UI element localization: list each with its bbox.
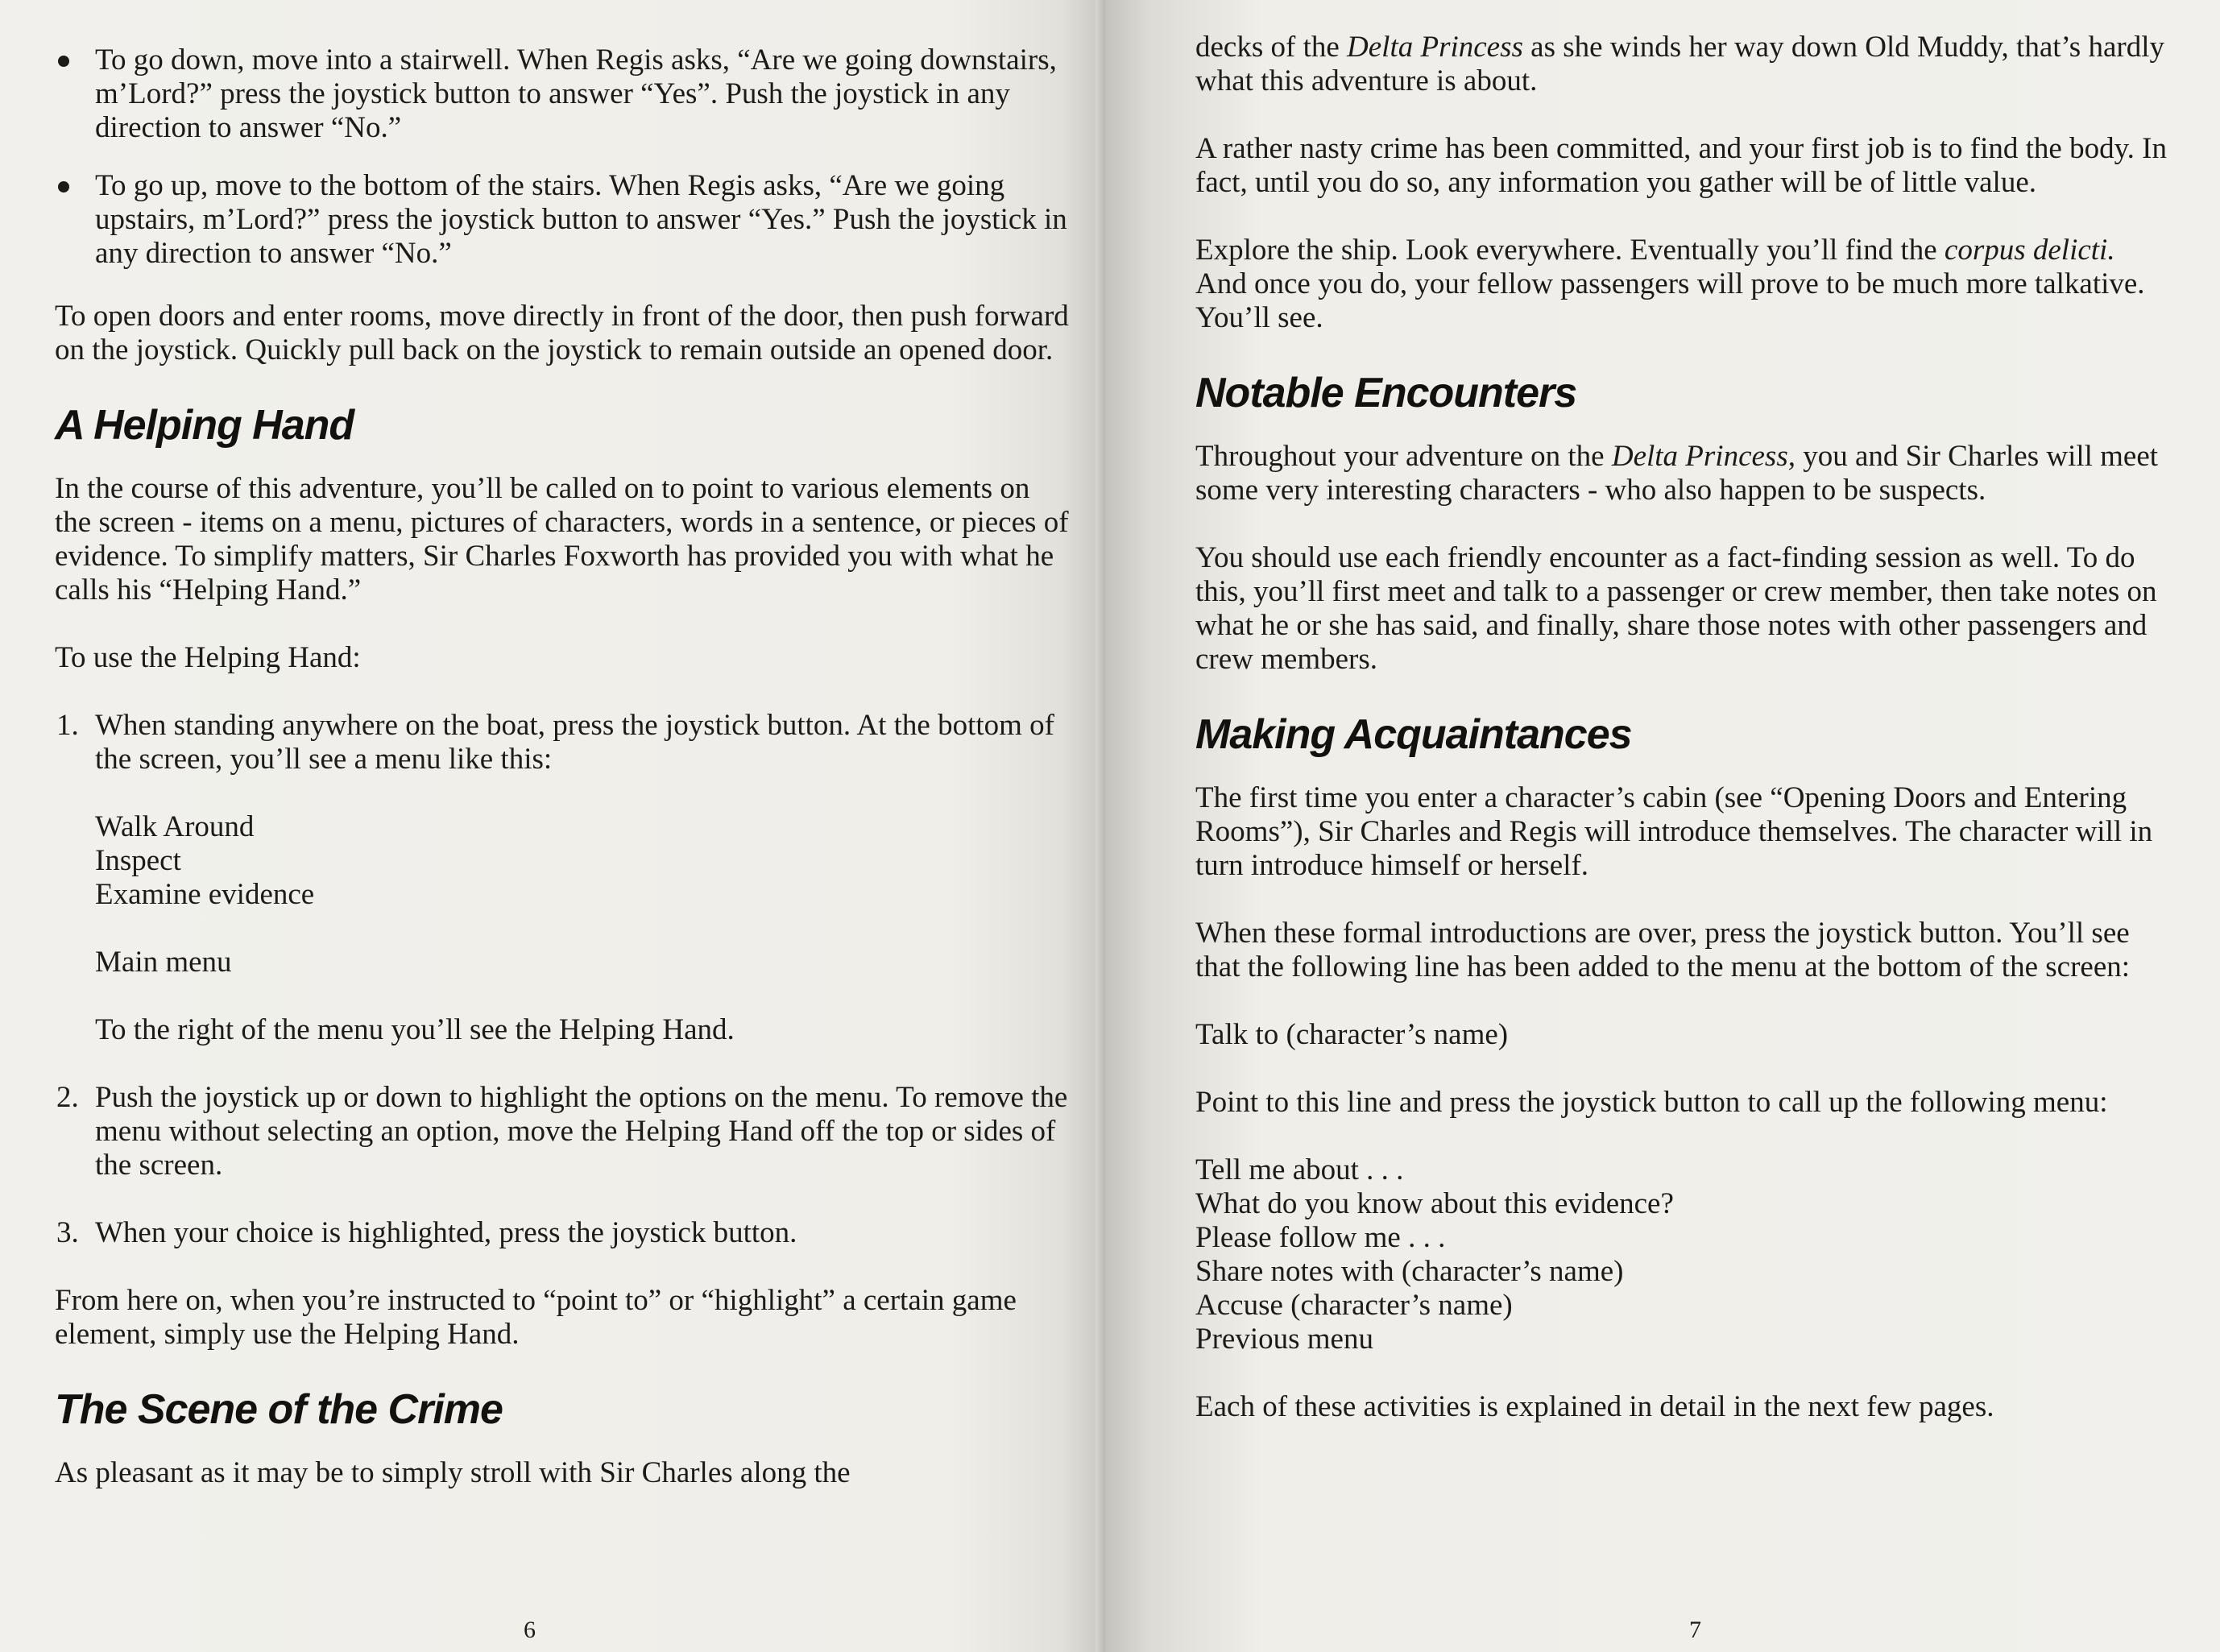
bullet-text: To go down, move into a stairwell. When Regis asks, “Are we going downstairs, m’Lord?” press the joystick button to answer “Yes”. Push the joystick in any direction to answer “No.” [95, 43, 1057, 144]
acquaintances-p2: When these formal introductions are over, press the joystick button. You’ll see that the following line has been added to the menu at the bottom of the screen: [1195, 917, 2131, 983]
menu-item: Tell me about . . . [1195, 1153, 1404, 1186]
notable-p1: Throughout your adventure on the Delta Princess, you and Sir Charles will meet some very interesting characters - who also happen to be suspects. [1195, 440, 2159, 507]
corpus-delicti: corpus delicti. [1944, 234, 2115, 267]
step-text: Push the joystick up or down to highlight the options on the menu. To remove the menu without selecting an option, move the Helping Hand off the top or sides of the screen. [95, 1081, 1068, 1182]
menu-item: What do you know about this evidence? [1195, 1187, 1674, 1220]
step-text: When standing anywhere on the boat, press the joystick button. At the bottom of the screen, you’ll see a menu like this: [95, 709, 1054, 776]
ship-name: Delta Princess [1347, 31, 1523, 64]
right-page [1105, 0, 2220, 1652]
page-number: 7 [1689, 1617, 1701, 1643]
page-number: 6 [524, 1617, 536, 1643]
helping-hand-intro: In the course of this adventure, you’ll be called on to point to various elements on the screen - items on a menu, pictures of characters, words in a sentence, or pieces of evidence. To simplify matters, Sir Charles Foxworth has provided you with what he calls his “Helping Hand.” [55, 472, 1069, 607]
scene-continued: decks of the Delta Princess as she winds her way down Old Muddy, that’s hardly what this adventure is about. [1195, 31, 2164, 97]
left-page [0, 0, 1105, 1652]
acquaintances-p1: The first time you enter a character’s cabin (see “Opening Doors and Entering Rooms”), Sir Charles and Regis will introduce themselves. The character will in turn introduce himself or herself. [1195, 781, 2153, 882]
step-1 [55, 709, 1073, 776]
menu-item: Share notes with (character’s name) [1195, 1255, 1624, 1288]
example-menu [55, 810, 1073, 912]
bullet-go-up [55, 169, 1073, 271]
step-number: 3. [56, 1216, 79, 1249]
bullet-go-down [55, 43, 1073, 145]
heading-making-acquaintances: Making Acquaintances [1195, 711, 1632, 758]
acquaintances-p4: Each of these activities is explained in detail in the next few pages. [1195, 1390, 1994, 1423]
scene-intro: As pleasant as it may be to simply stroll with Sir Charles along the [55, 1456, 851, 1489]
bullet-dot [58, 181, 69, 193]
talk-to-line: Talk to (character’s name) [1195, 1018, 1509, 1051]
crime-paragraph: A rather nasty crime has been committed, and your first job is to find the body. In fact, until you do so, any information you gather will be of little value. [1195, 132, 2167, 199]
step-number: 2. [56, 1081, 79, 1114]
menu-right-note: To the right of the menu you’ll see the Helping Hand. [95, 1013, 735, 1046]
menu-item: Inspect [95, 844, 181, 877]
bullet-text: To go up, move to the bottom of the stairs. When Regis asks, “Are we going upstairs, m’Lord?” press the joystick button to answer “Yes.” Push the joystick in any direction to answer “No.” [95, 169, 1067, 270]
notable-p2: You should use each friendly encounter as a fact-finding session as well. To do this, you’ll first meet and talk to a passenger or crew member, then take notes on what he or she has said, and finally, share those notes with other passengers and crew members. [1195, 541, 2157, 676]
character-menu [1195, 1153, 2172, 1356]
heading-helping-hand: A Helping Hand [55, 402, 354, 449]
ship-name: Delta Princess, [1611, 440, 1795, 473]
menu-item: Please follow me . . . [1195, 1221, 1446, 1254]
use-helping-hand-label: To use the Helping Hand: [55, 641, 361, 674]
heading-scene-of-crime: The Scene of the Crime [55, 1386, 503, 1433]
acquaintances-p3: Point to this line and press the joystick button to call up the following menu: [1195, 1086, 2108, 1119]
explore-paragraph: Explore the ship. Look everywhere. Eventually you’ll find the corpus delicti. And once you do, your fellow passengers will prove to be much more talkative. You’ll see. [1195, 234, 2145, 334]
menu-item: Previous menu [1195, 1323, 1373, 1356]
heading-notable-encounters: Notable Encounters [1195, 370, 1577, 416]
menu-item: Walk Around [95, 810, 255, 843]
step-2 [55, 1081, 1073, 1182]
step-text: When your choice is highlighted, press the joystick button. [95, 1216, 797, 1249]
menu-item: Accuse (character’s name) [1195, 1289, 1513, 1322]
menu-item: Main menu [95, 946, 232, 979]
step-3 [55, 1216, 1073, 1250]
from-here-paragraph: From here on, when you’re instructed to “point to” or “highlight” a certain game element, simply use the Helping Hand. [55, 1284, 1017, 1351]
menu-item: Examine evidence [95, 878, 315, 911]
doors-paragraph: To open doors and enter rooms, move directly in front of the door, then push forward on the joystick. Quickly pull back on the joystick to remain outside an opened door. [55, 300, 1069, 366]
main-menu-item [55, 946, 1073, 979]
step-number: 1. [56, 709, 79, 742]
bullet-dot [58, 56, 69, 67]
